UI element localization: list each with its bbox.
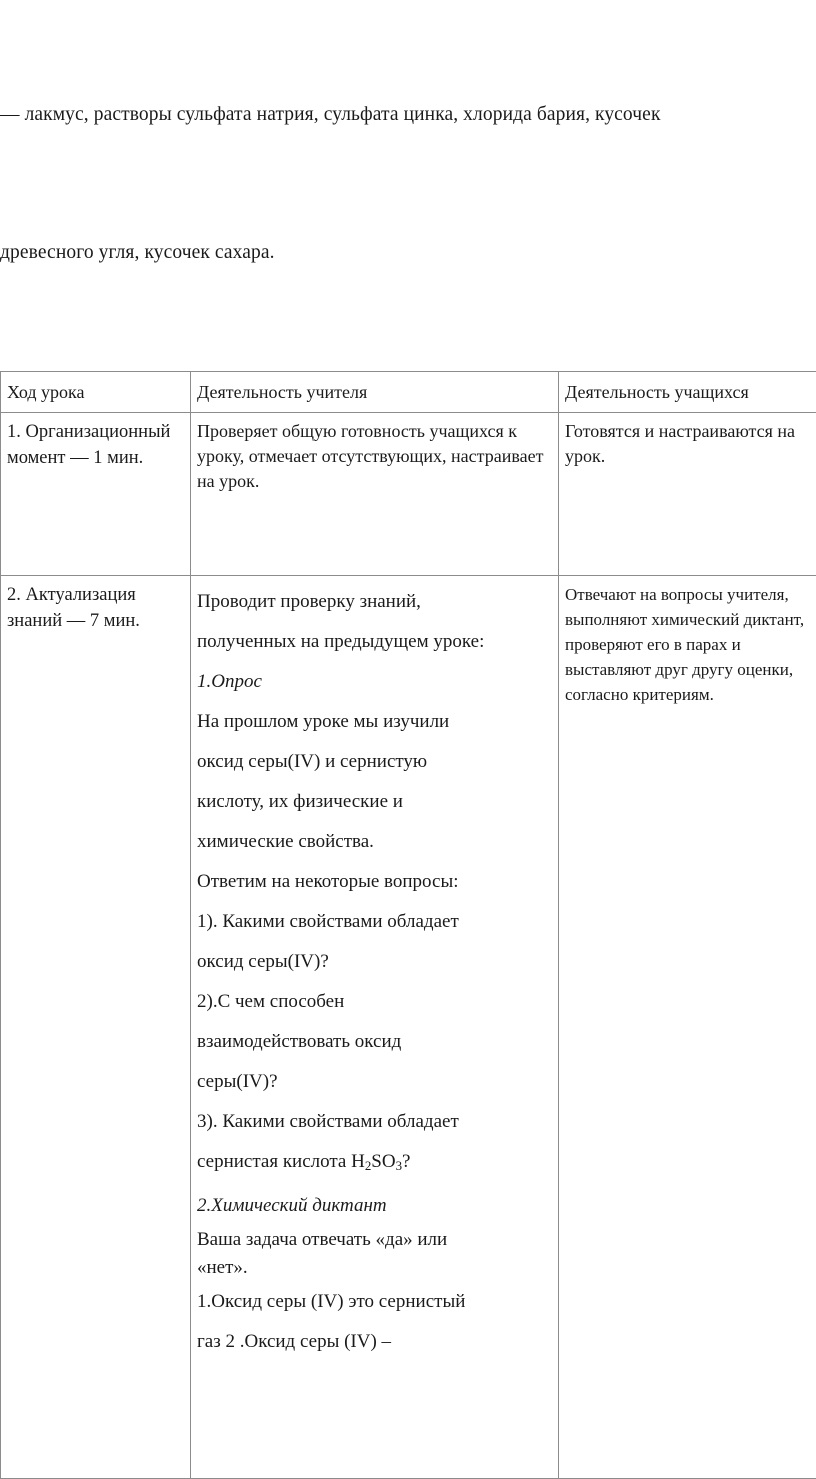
column-header-teacher: Деятельность учителя	[191, 372, 559, 413]
teacher-question-1-line-1: 1). Какими свойствами обладает	[197, 902, 553, 942]
cell-stage-actualization: 2. Актуализация знаний — 7 мин.	[1, 576, 191, 1479]
teacher-line-7: химические свойства.	[197, 822, 553, 862]
formula-prefix: сернистая кислота H	[197, 1151, 365, 1172]
teacher-instruction-line-2: «нет».	[197, 1254, 553, 1282]
table-header	[1, 372, 816, 413]
cell-student-actualization: Отвечают на вопросы учителя, выполняют химический диктант, проверяют его в парах и выставляют друг другу оценки, согласно критериям.	[559, 576, 816, 1479]
intro-paragraph	[0, 0, 816, 368]
teacher-line-1: Проводит проверку знаний,	[197, 582, 553, 622]
cell-teacher-actualization	[191, 576, 559, 1479]
teacher-question-3-line-1: 3). Какими свойствами обладает	[197, 1102, 553, 1142]
cell-teacher-organizational: Проверяет общую готовность учащихся к уроку, отмечает отсутствующих, настраивает на урок.	[191, 413, 559, 576]
teacher-line-4: На прошлом уроке мы изучили	[197, 702, 553, 742]
teacher-question-2-line-2: взаимодействовать оксид	[197, 1022, 553, 1062]
teacher-instruction-line-1: Ваша задача отвечать «да» или	[197, 1226, 553, 1254]
teacher-question-3-line-2	[197, 1142, 553, 1186]
teacher-subheading-survey: 1.Опрос	[197, 662, 553, 702]
table-row	[1, 413, 816, 576]
teacher-dictation-item-1: 1.Оксид серы (IV) это сернистый	[197, 1282, 553, 1322]
formula-suffix: ?	[402, 1151, 410, 1172]
column-header-stage: Ход урока	[1, 372, 191, 413]
teacher-question-2-line-3: серы(IV)?	[197, 1062, 553, 1102]
teacher-line-8: Ответим на некоторые вопросы:	[197, 862, 553, 902]
intro-line-1: — лакмус, растворы сульфата натрия, сульфата цинка, хлорида бария, кусочек	[0, 92, 816, 138]
teacher-question-1-line-2: оксид серы(IV)?	[197, 942, 553, 982]
formula-subscript-3: 3	[396, 1158, 402, 1173]
table-row	[1, 576, 816, 1479]
intro-line-2: древесного угля, кусочек сахара.	[0, 230, 816, 276]
teacher-line-6: кислоту, их физические и	[197, 782, 553, 822]
table-header-row	[1, 372, 816, 413]
cell-stage-organizational: 1. Организационный момент — 1 мин.	[1, 413, 191, 576]
teacher-subheading-dictation: 2.Химический диктант	[197, 1186, 553, 1226]
cell-student-organizational: Готовятся и настраиваются на урок.	[559, 413, 816, 576]
formula-middle: SO	[371, 1151, 395, 1172]
table-body	[1, 413, 816, 1479]
lesson-plan-table	[0, 371, 816, 1479]
teacher-dictation-item-2: газ 2 .Оксид серы (IV) –	[197, 1322, 553, 1362]
teacher-line-5: оксид серы(IV) и сернистую	[197, 742, 553, 782]
column-header-student: Деятельность учащихся	[559, 372, 816, 413]
formula-subscript-2: 2	[365, 1158, 371, 1173]
teacher-question-2-line-1: 2).С чем способен	[197, 982, 553, 1022]
teacher-line-2: полученных на предыдущем уроке:	[197, 622, 553, 662]
